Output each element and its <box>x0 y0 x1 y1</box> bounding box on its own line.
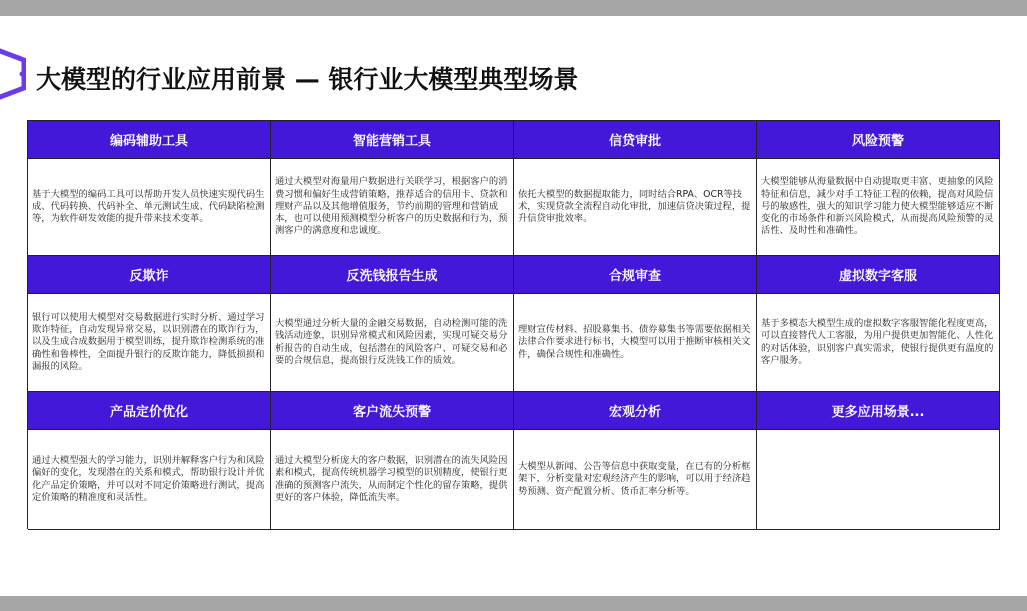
scenario-header: 客户流失预警 <box>271 392 514 430</box>
scenario-description-text: 通过大模型强大的学习能力，识别并解释客户行为和风险偏好的变化，发现潜在的关系和模式，帮助银行设计并优化产品定价策略，并可以对不同定价策略进行测试，提高定价策略的精准度和灵活性。 <box>32 455 265 503</box>
scenario-description <box>271 294 514 392</box>
scenario-description-text: 通过大模型分析庞大的客户数据，识别潜在的流失风险因素和模式，提高传统机器学习模型的识别精度，使银行更准确的预测客户流失，从而制定个性化的留存策略，提供更好的客户体验，降低流失率。 <box>275 455 508 503</box>
scenario-description <box>28 294 271 392</box>
scenario-header: 风险预警 <box>757 121 1000 159</box>
scenario-description <box>514 294 757 392</box>
scenario-description-text: 大模型能够从海量数据中自动提取更丰富、更抽象的风险特征和信息，减少对手工特征工程的依赖，提高对风险信号的敏感性，强大的知识学习能力使大模型能够适应不断变化的市场条件和新兴风险模式，从而提高风险预警的灵活性、及时性和准确性。 <box>761 176 994 237</box>
scenario-header-more: 更多应用场景... <box>757 392 1000 430</box>
scenario-description <box>514 159 757 256</box>
scenario-header: 反洗钱报告生成 <box>271 256 514 294</box>
scenario-header: 宏观分析 <box>514 392 757 430</box>
scenario-header: 编码辅助工具 <box>28 121 271 159</box>
scenario-description-text: 大模型从新闻、公告等信息中获取变量，在已有的分析框架下，分析变量对宏观经济产生的影响，可以用于经济趋势预测、资产配置分析、货币汇率分析等。 <box>518 461 751 497</box>
scenario-header: 合规审查 <box>514 256 757 294</box>
scenario-description <box>514 430 757 530</box>
top-bar <box>0 0 1027 16</box>
scenario-grid <box>27 120 1000 529</box>
scenario-description <box>757 159 1000 256</box>
scenario-header: 智能营销工具 <box>271 121 514 159</box>
scenario-description-empty <box>757 430 1000 530</box>
hexagon-icon <box>0 46 26 102</box>
scenario-description <box>271 430 514 530</box>
scenario-description-text: 大模型通过分析大量的金融交易数据，自动检测可能的洗钱活动迹象，识别异常模式和风险因素，实现可疑交易分析报告的自动生成，包括潜在的风险客户、可疑交易和必要的合规信息，提高银行反洗钱工作的质效。 <box>275 318 508 366</box>
scenario-description-text: 基于大模型的编码工具可以帮助开发人员快速实现代码生成、代码转换、代码补全、单元测试生成、代码缺陷检测等，为软件研发效能的提升带来技术变革。 <box>32 188 265 225</box>
scenario-description-text: 基于多模态大模型生成的虚拟数字客服智能化程度更高，可以直接替代人工客服，为用户提供更加智能化、人性化的对话体验，识别客户真实需求，使银行提供更有温度的客户服务。 <box>761 318 994 366</box>
scenario-description-text: 通过大模型对海量用户数据进行关联学习，根据客户的消费习惯和偏好生成营销策略，推荐适合的信用卡、贷款和理财产品以及其他增值服务，节约前期的管理和营销成本，也可以使用预测模型分析客户的历史数据和行为，预测客户的满意度和忠诚度。 <box>275 176 508 237</box>
scenario-header: 反欺诈 <box>28 256 271 294</box>
bottom-bar <box>0 596 1027 611</box>
scenario-description-text: 银行可以使用大模型对交易数据进行实时分析、通过学习欺诈特征，自动发现异常交易，以识别潜在的欺诈行为，以及生成合成数据用于模型训练，提升欺诈检测系统的准确性和鲁棒性，全面提升银行的反欺诈能力，降低损损和漏报的风险。 <box>32 311 265 372</box>
scenario-description-text: 依托大模型的数据提取能力，同时结合RPA、OCR等技术，实现贷款全流程自动化审批，加速信贷决策过程，提升信贷审批效率。 <box>518 188 751 225</box>
scenario-description <box>757 294 1000 392</box>
scenario-description-text: 理财宣传材料、招股募集书、债券募集书等需要依据相关法律合作要求进行标书，大模型可以用于推断审核相关文件，确保合规性和准确性。 <box>518 324 751 360</box>
scenario-header: 产品定价优化 <box>28 392 271 430</box>
scenario-description <box>28 430 271 530</box>
scenario-header: 虚拟数字客服 <box>757 256 1000 294</box>
scenario-header: 信贷审批 <box>514 121 757 159</box>
page-title: 大模型的行业应用前景 — 银行业大模型典型场景 <box>36 65 579 94</box>
scenario-description <box>28 159 271 256</box>
scenario-description <box>271 159 514 256</box>
